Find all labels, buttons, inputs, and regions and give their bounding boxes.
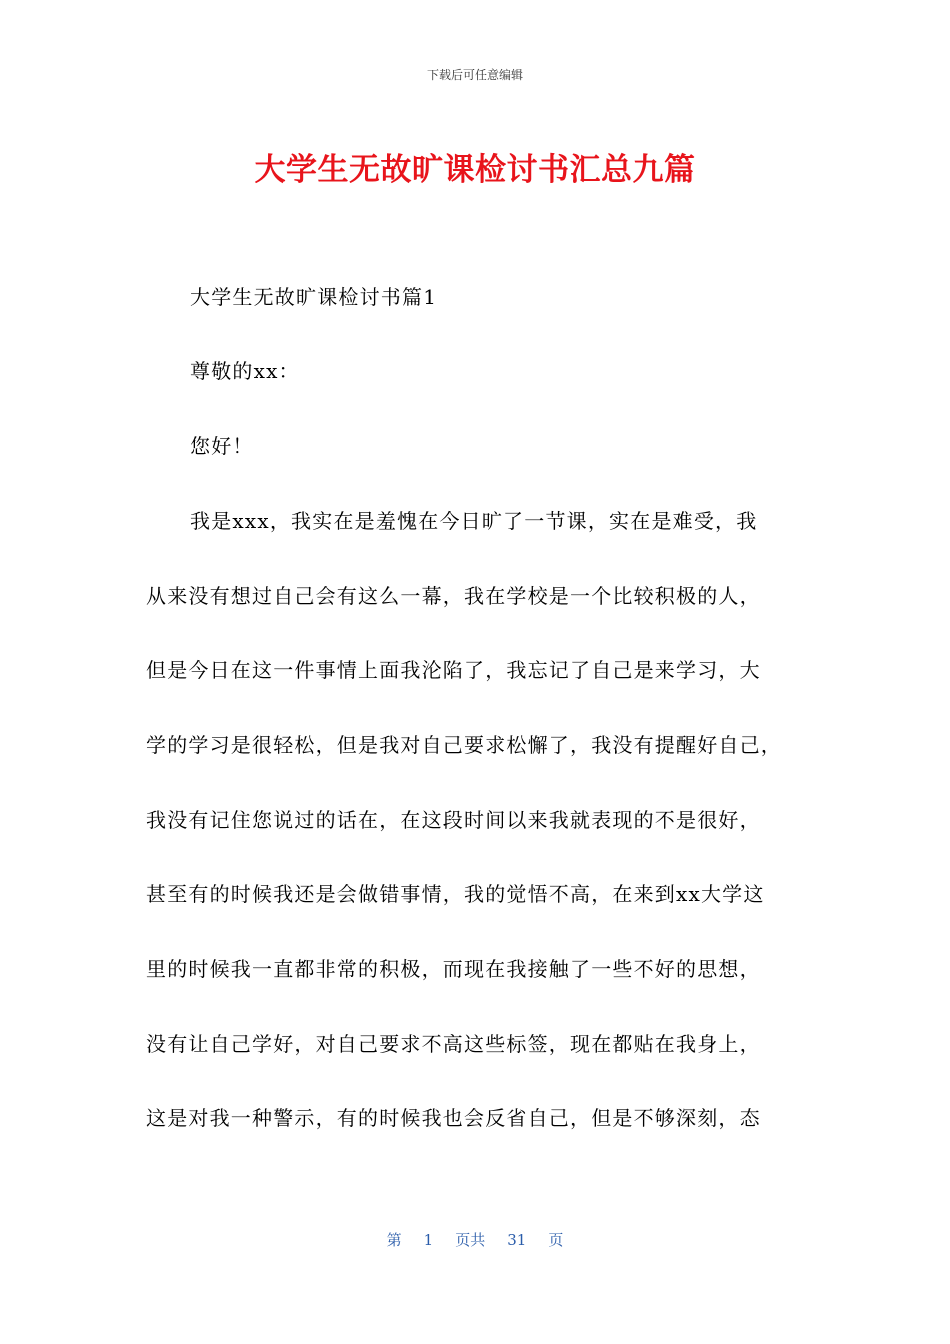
footer-prefix: 第 [386, 1231, 402, 1249]
salutation: 尊敬的xx： [190, 359, 300, 383]
body-line: 从来没有想过自己会有这么一幕，我在学校是一个比较积极的人， [146, 584, 761, 608]
page-footer [0, 1229, 950, 1250]
body-line: 我是xxx，我实在是羞愧在今日旷了一节课，实在是难受，我 [190, 509, 758, 533]
footer-suffix: 页 [548, 1231, 564, 1249]
footer-mid: 页共 [455, 1231, 486, 1249]
body-line: 甚至有的时候我还是会做错事情，我的觉悟不高，在来到xx大学这 [146, 882, 765, 906]
body-line: 我没有记住您说过的话在，在这段时间以来我就表现的不是很好， [146, 808, 761, 832]
body-line: 里的时候我一直都非常的积极，而现在我接触了一些不好的思想， [146, 957, 761, 981]
body-line: 学的学习是很轻松，但是我对自己要求松懈了，我没有提醒好自己， [146, 733, 782, 757]
header-note: 下载后可任意编辑 [426, 68, 523, 82]
body-line: 但是今日在这一件事情上面我沦陷了，我忘记了自己是来学习，大 [146, 658, 761, 682]
footer-total-pages: 31 [507, 1231, 527, 1249]
body-line: 这是对我一种警示，有的时候我也会反省自己，但是不够深刻，态 [146, 1106, 761, 1130]
document-title: 大学生无故旷课检讨书汇总九篇 [254, 152, 696, 188]
body-line: 没有让自己学好，对自己要求不高这些标签，现在都贴在我身上， [146, 1032, 761, 1056]
greeting: 您好！ [190, 434, 254, 458]
footer-current-page: 1 [423, 1231, 434, 1249]
section-heading: 大学生无故旷课检讨书篇1 [190, 285, 438, 309]
